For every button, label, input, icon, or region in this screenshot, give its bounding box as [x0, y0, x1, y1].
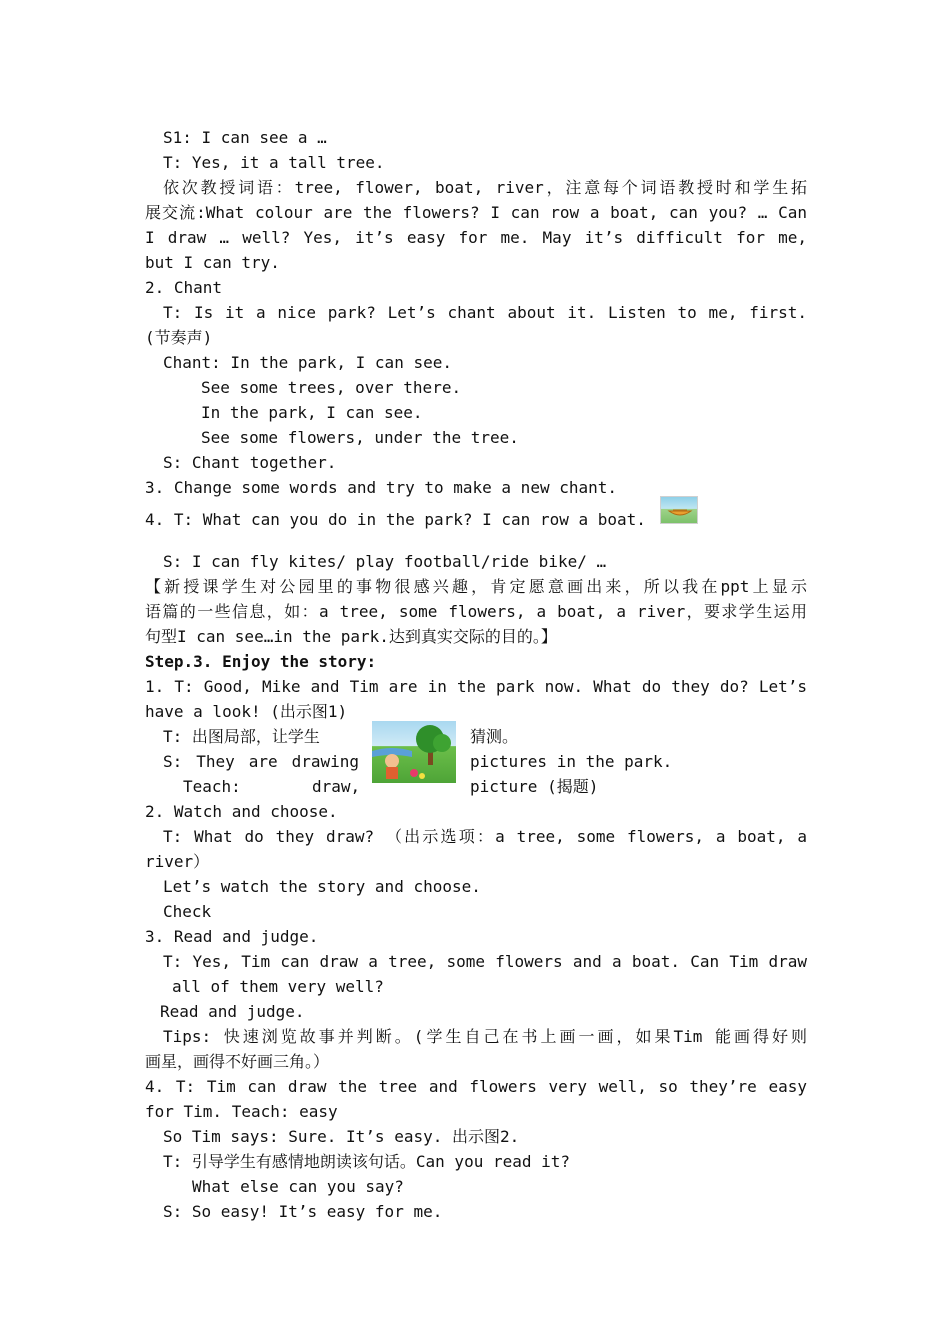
text-line: T: Yes, it a tall tree.	[163, 153, 385, 172]
text-line: S: I can fly kites/ play football/ride bike/ …	[163, 552, 607, 571]
text-line: for Tim. Teach: easy	[145, 1102, 338, 1121]
text-line: but I can try.	[145, 253, 280, 272]
text-line: river）	[145, 852, 210, 871]
text-line: S: So easy! It’s easy for me.	[163, 1202, 443, 1221]
text-segment: draw,	[312, 777, 361, 796]
text-line: T: Yes, Tim can draw a tree, some flowers and a boat. Can Tim draw	[163, 952, 807, 971]
text-line: I draw … well? Yes, it’s easy for me. May it’s difficult for me,	[145, 228, 807, 247]
boat-picture-icon	[660, 496, 698, 524]
text-line: 依次教授词语：tree, flower, boat, river，注意每个词语教授时和学生拓	[163, 178, 807, 197]
text-line: 4. T: Tim can draw the tree and flowers very well, so they’re easy	[145, 1077, 807, 1096]
text-line	[470, 724, 770, 749]
text-line: T: What do they draw? （出示选项：a tree, some flowers, a boat, a	[163, 827, 807, 846]
text-line	[183, 774, 383, 799]
text-line: 【新授课学生对公园里的事物很感兴趣，肯定愿意画出来，所以我在ppt上显示	[145, 577, 807, 596]
park-drawing-picture-icon	[372, 721, 456, 783]
section-heading: 2. Watch and choose.	[145, 802, 338, 821]
chant-line: See some flowers, under the tree.	[201, 428, 519, 447]
text-line: have a look! (出示图1)	[145, 702, 348, 721]
text-segment: pictures in the park.	[470, 752, 673, 771]
text-line: S1: I can see a …	[163, 128, 327, 147]
text-line	[470, 774, 770, 799]
text-line: So Tim says: Sure. It’s easy. 出示图2.	[163, 1127, 520, 1146]
text-line: T: Is it a nice park? Let’s chant about it. Listen to me, first.	[163, 303, 807, 322]
text-segment: Teach:	[183, 777, 241, 796]
text-line: Read and judge.	[160, 1002, 305, 1021]
text-line: Let’s watch the story and choose.	[163, 877, 481, 896]
text-line: all of them very well?	[172, 977, 384, 996]
text-line: 语篇的一些信息，如：a tree, some flowers, a boat, a river，要求学生运用	[145, 602, 807, 621]
text-line: T: 引导学生有感情地朗读该句话。Can you read it?	[163, 1152, 571, 1171]
text-line: 画星，画得不好画三角。）	[145, 1052, 330, 1071]
text-line: S: Chant together.	[163, 453, 337, 472]
text-segment: picture (揭题)	[470, 777, 599, 796]
text-line: (节奏声)	[145, 328, 213, 347]
chant-line: Chant: In the park, I can see.	[163, 353, 452, 372]
text-line: What else can you say?	[192, 1177, 404, 1196]
text-line: 句型I can see…in the park.达到真实交际的目的。】	[145, 627, 557, 646]
step-heading: Step.3. Enjoy the story:	[145, 652, 377, 671]
chant-line: In the park, I can see.	[201, 403, 423, 422]
section-heading: 2. Chant	[145, 278, 223, 297]
text-segment: S: They are drawing	[163, 752, 359, 771]
text-segment: 猜测。	[470, 727, 519, 746]
text-line: 3. Change some words and try to make a new chant.	[145, 478, 618, 497]
section-heading: 3. Read and judge.	[145, 927, 319, 946]
text-line: 4. T: What can you do in the park? I can row a boat.	[145, 510, 646, 529]
text-line: 1. T: Good, Mike and Tim are in the park now. What do they do? Let’s	[145, 677, 807, 696]
text-segment: T: 出图局部，让学生	[163, 727, 320, 746]
text-line: Check	[163, 902, 212, 921]
text-line: Tips: 快速浏览故事并判断。(学生自己在书上画一画，如果Tim 能画得好则	[163, 1027, 807, 1046]
text-line	[163, 749, 359, 774]
chant-line: See some trees, over there.	[201, 378, 462, 397]
text-line	[470, 749, 770, 774]
text-line: 展交流:What colour are the flowers? I can row a boat, can you? … Can	[145, 203, 807, 222]
